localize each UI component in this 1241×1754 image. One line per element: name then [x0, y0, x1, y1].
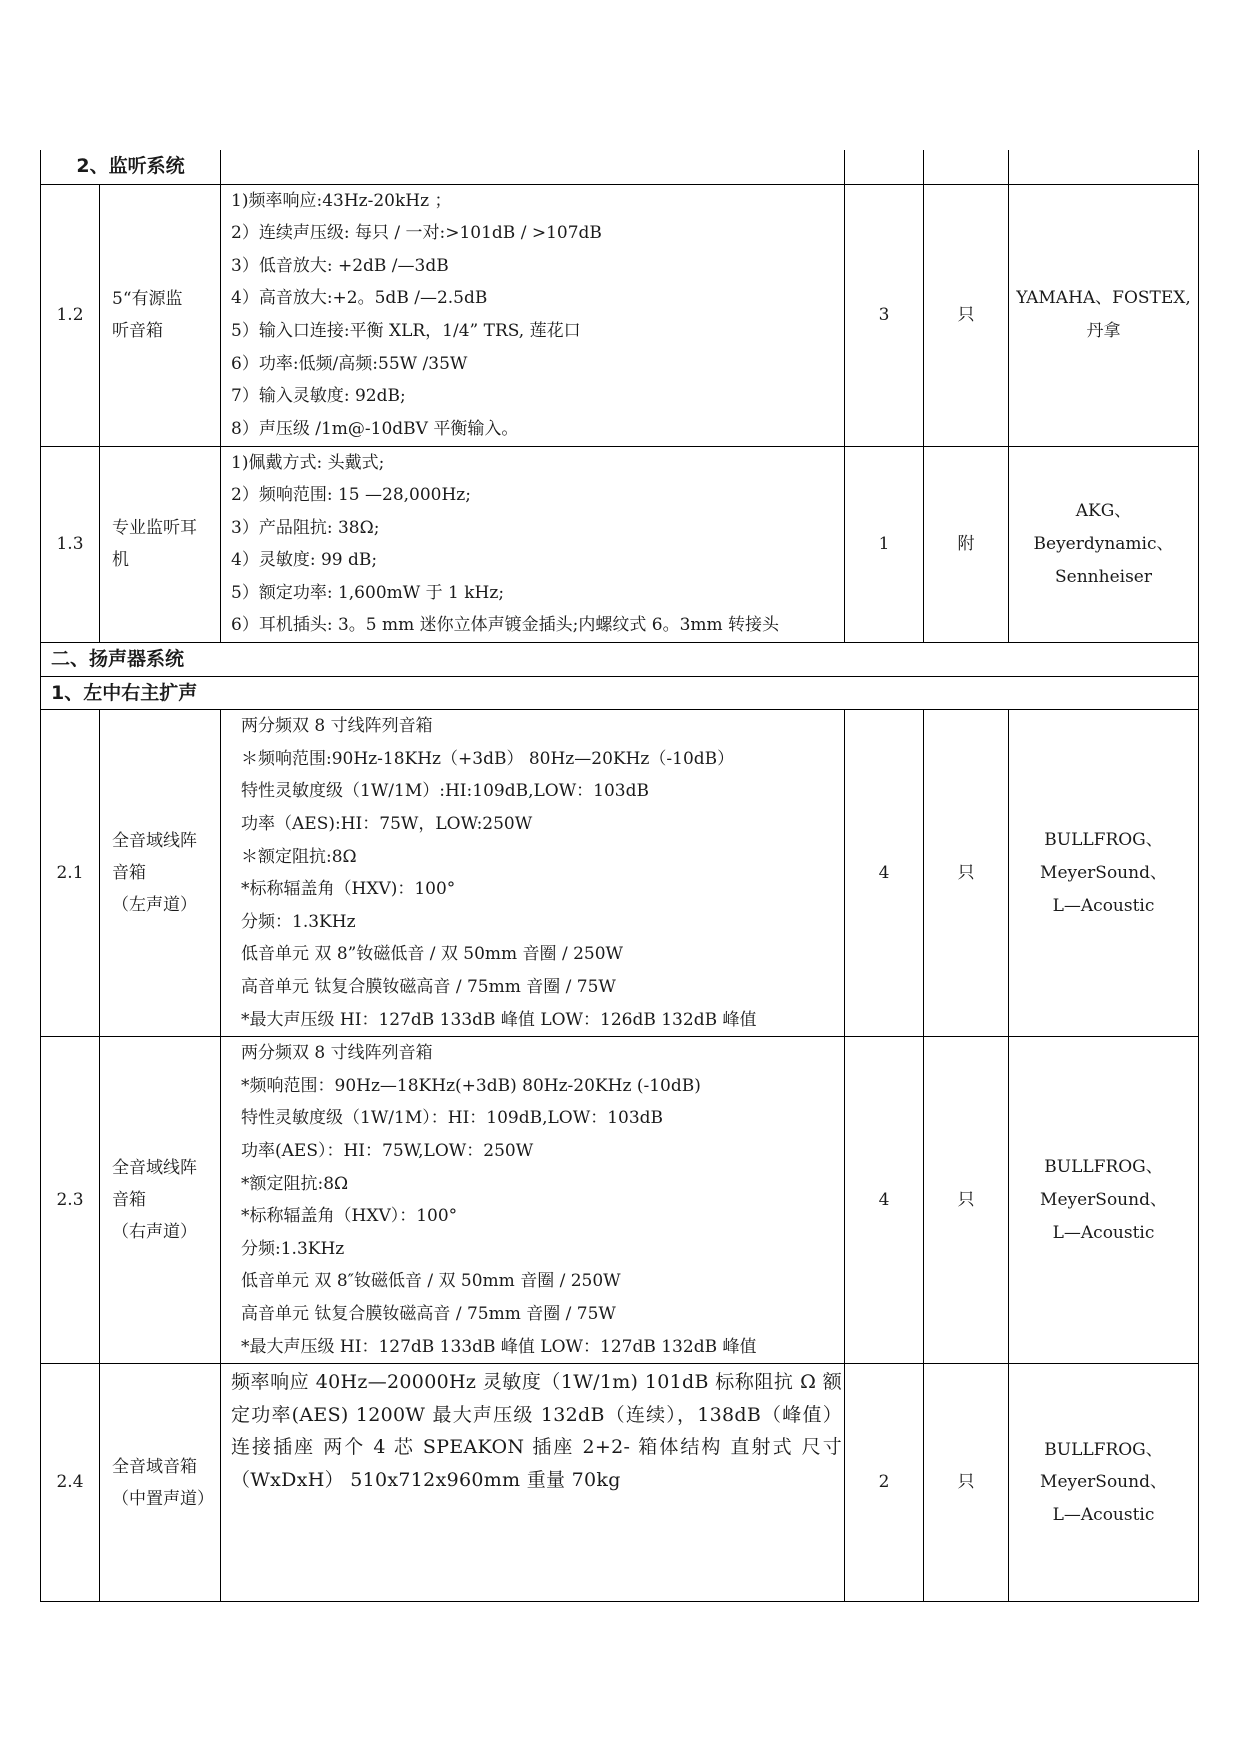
brand-line: MeyerSound、: [1040, 1472, 1167, 1493]
item-name-line: 全音域线阵: [112, 1158, 197, 1179]
spec-line: 两分频双 8 寸线阵列音箱: [241, 1043, 433, 1064]
item-number: 2.3: [41, 1037, 100, 1364]
spec-line: 低音单元 双 8″钕磁低音 / 双 50mm 音圈 / 250W: [241, 1271, 621, 1292]
table-row: [41, 1037, 1199, 1364]
spec-line: 分频：1.3KHz: [241, 911, 356, 932]
item-number: 2.1: [41, 710, 100, 1037]
spec-line: 高音单元 钛复合膜钕磁高音 / 75mm 音圈 / 75W: [241, 977, 616, 998]
item-name-line: 全音域线阵: [112, 831, 197, 852]
spec-line: 功率(AES）：HI：75W,LOW：250W: [241, 1141, 534, 1162]
spec-line: 两分频双 8 寸线阵列音箱: [241, 716, 433, 737]
item-number: 1.2: [41, 184, 100, 446]
item-specs: [221, 1037, 845, 1364]
item-quantity: 3: [845, 184, 924, 446]
spec-line: 1)频率响应:43Hz-20kHz ；: [231, 190, 452, 211]
item-quantity: 4: [845, 1037, 924, 1364]
spec-line: *最大声压级 HI：127dB 133dB 峰值 LOW：127dB 132dB 峰值: [241, 1336, 757, 1357]
item-specs: [221, 446, 845, 643]
spec-line: 功率（AES):HI：75W，LOW:250W: [241, 814, 533, 835]
spec-line: 3）产品阻抗: 38Ω;: [231, 517, 380, 538]
spec-line: *标称辐盖角（HXV）：100°: [241, 1206, 458, 1227]
item-brands: [1009, 710, 1199, 1037]
spec-line: 高音单元 钛复合膜钕磁高音 / 75mm 音圈 / 75W: [241, 1304, 616, 1325]
brand-line: Beyerdynamic、: [1033, 533, 1174, 554]
spec-line: 低音单元 双 8”钕磁低音 / 双 50mm 音圈 / 250W: [241, 944, 624, 965]
spec-line: 6）耳机插头: 3。5 mm 迷你立体声镀金插头;内螺纹式 6。3mm 转接头: [231, 615, 780, 636]
item-brands: [1009, 1037, 1199, 1364]
item-specs: [221, 184, 845, 446]
brand-line: 丹拿: [1086, 321, 1121, 341]
item-quantity: 4: [845, 710, 924, 1037]
item-unit: 只: [924, 184, 1009, 446]
brand-line: AKG、: [1075, 501, 1132, 522]
brand-line: L—Acoustic: [1052, 1505, 1155, 1526]
spec-line: 5）额定功率: 1,600mW 于 1 kHz;: [231, 582, 505, 603]
item-name-line: 音箱: [112, 1190, 146, 1211]
item-name-line: （右声道）: [112, 1222, 197, 1243]
brand-line: BULLFROG、: [1044, 1439, 1163, 1460]
spec-line: 7）输入灵敏度: 92dB;: [231, 386, 406, 407]
spec-line: 特性灵敏度级（1W/1M）：HI：109dB,LOW：103dB: [241, 1108, 664, 1129]
spec-line: 8）声压级 /1m@-10dBV 平衡输入。: [231, 418, 519, 439]
spec-line: *频响范围：90Hz—18KHz(+3dB) 80Hz-20KHz (-10dB): [241, 1075, 701, 1096]
item-name-line: （左声道）: [112, 895, 197, 916]
item-name-line: 全音域音箱: [112, 1456, 197, 1477]
empty-cell: [1009, 150, 1199, 184]
table-row: [41, 1364, 1199, 1602]
item-name: [100, 1364, 221, 1602]
item-name-line: 5“有源监: [112, 289, 183, 309]
spec-line: 特性灵敏度级（1W/1M）:HI:109dB,LOW：103dB: [241, 781, 649, 802]
spec-line: *标称辐盖角（HXV)：100°: [241, 879, 456, 900]
brand-line: BULLFROG、: [1044, 1157, 1163, 1178]
table-row: [41, 446, 1199, 643]
section-title: 2、监听系统: [41, 150, 221, 184]
spec-line: 2）连续声压级: 每只 / 一对:>101dB / >107dB: [231, 223, 602, 244]
brand-line: Sennheiser: [1055, 566, 1152, 587]
item-unit: 附: [924, 446, 1009, 643]
brand-line: BULLFROG、: [1044, 830, 1163, 851]
equipment-spec-table: [40, 150, 1199, 1602]
item-name-line: 听音箱: [112, 321, 163, 341]
item-name-line: 机: [112, 550, 129, 571]
item-name-line: 专业监听耳: [112, 518, 197, 539]
spec-line: ＊额定阻抗:8Ω: [241, 846, 357, 867]
empty-cell: [845, 150, 924, 184]
section-row-main: [41, 676, 1199, 710]
item-quantity: 2: [845, 1364, 924, 1602]
item-unit: 只: [924, 1364, 1009, 1602]
item-brands: [1009, 446, 1199, 643]
item-name: [100, 446, 221, 643]
spec-line: 4）高音放大:+2。5dB /—2.5dB: [231, 288, 488, 309]
item-name-line: 音箱: [112, 863, 146, 884]
spec-line: 1)佩戴方式: 头戴式;: [231, 452, 385, 473]
section-title: 二、扬声器系统: [41, 643, 1199, 677]
subsection-title: 1、左中右主扩声: [41, 676, 1199, 710]
section-row-speaker: [41, 643, 1199, 677]
empty-cell: [924, 150, 1009, 184]
brand-line: MeyerSound、: [1040, 862, 1167, 883]
spec-line: 分频:1.3KHz: [241, 1238, 345, 1259]
spec-line: ＊频响范围:90Hz-18KHz（+3dB） 80Hz—20KHz（-10dB）: [241, 748, 735, 769]
empty-cell: [221, 150, 845, 184]
spec-line: 4）灵敏度: 99 dB;: [231, 550, 378, 571]
item-brands: [1009, 184, 1199, 446]
spec-line: 5）输入口连接:平衡 XLR，1/4” TRS, 莲花口: [231, 321, 581, 341]
item-unit: 只: [924, 1037, 1009, 1364]
item-specs: [221, 1364, 845, 1602]
item-name: [100, 1037, 221, 1364]
spec-line: *额定阻抗:8Ω: [241, 1173, 349, 1194]
spec-line: 6）功率:低频/高频:55W /35W: [231, 353, 468, 374]
item-quantity: 1: [845, 446, 924, 643]
brand-line: L—Acoustic: [1052, 1222, 1155, 1243]
spec-paragraph: 频率响应 40Hz—20000Hz 灵敏度（1W/1m) 101dB 标称阻抗 Ω 额定功率(AES) 1200W 最大声压级 132dB（连续），138dB（峰值） 连接插座 两个 4 芯 SPEAKON 插座 2+2- 箱体结构 直射式 尺寸（WxDxH） 510x712x960mm 重量 70kg: [231, 1371, 843, 1492]
brand-line: YAMAHA、FOSTEX,: [1016, 288, 1191, 309]
item-specs: [221, 710, 845, 1037]
item-name: [100, 184, 221, 446]
item-unit: 只: [924, 710, 1009, 1037]
item-name-line: （中置声道）: [112, 1488, 214, 1509]
table-row: [41, 710, 1199, 1037]
table-row: [41, 184, 1199, 446]
item-number: 1.3: [41, 446, 100, 643]
section-row-monitor: [41, 150, 1199, 184]
item-number: 2.4: [41, 1364, 100, 1602]
spec-line: 3）低音放大: +2dB /—3dB: [231, 255, 449, 276]
brand-line: L—Acoustic: [1052, 895, 1155, 916]
item-brands: [1009, 1364, 1199, 1602]
spec-line: *最大声压级 HI：127dB 133dB 峰值 LOW：126dB 132dB 峰值: [241, 1009, 757, 1030]
item-name: [100, 710, 221, 1037]
brand-line: MeyerSound、: [1040, 1189, 1167, 1210]
spec-line: 2）频响范围: 15 —28,000Hz;: [231, 485, 471, 506]
